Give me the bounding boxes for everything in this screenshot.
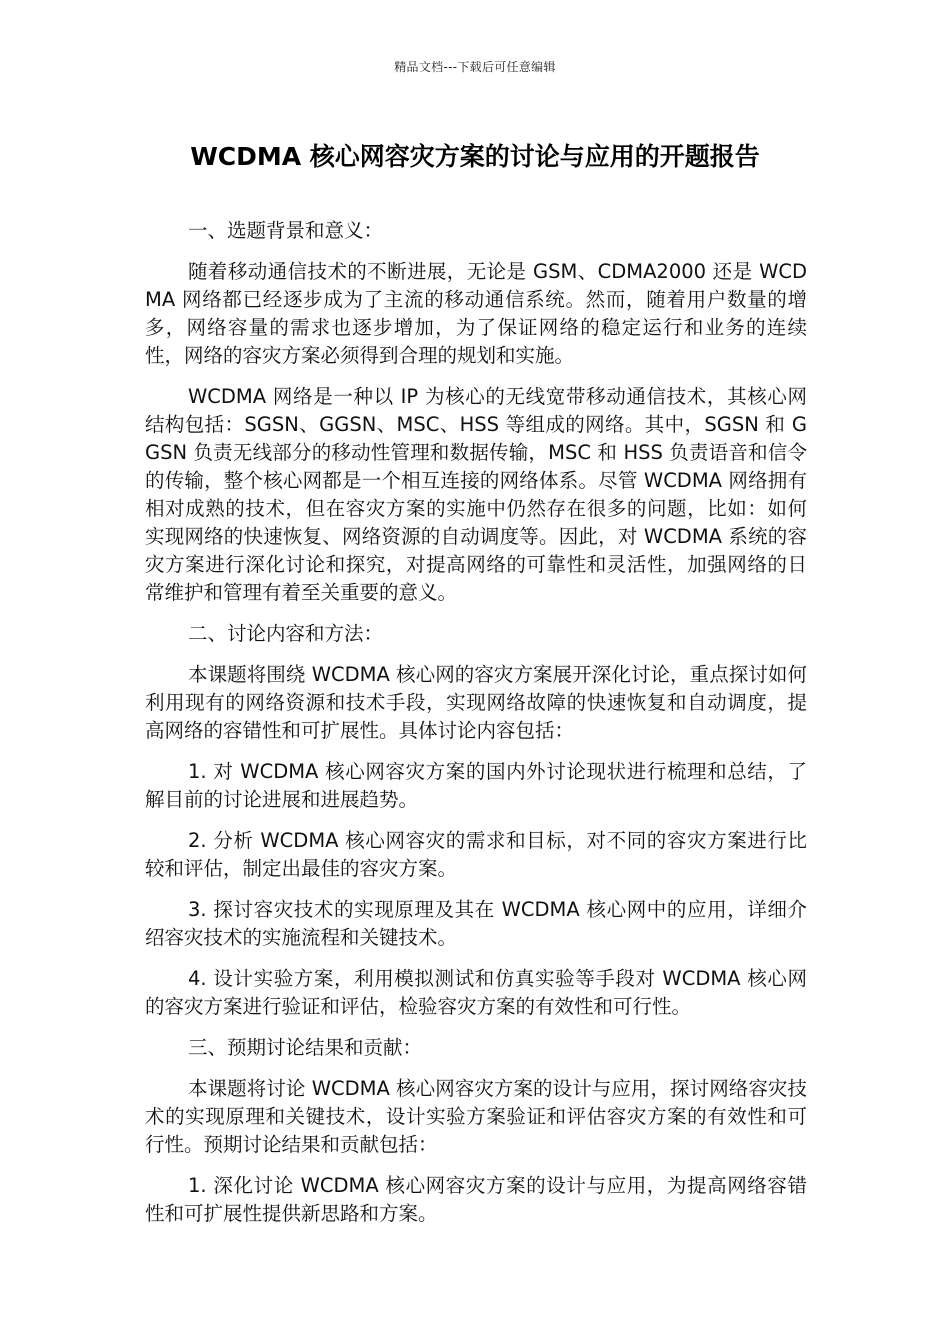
document-body — [145, 217, 807, 1241]
paragraph: 本课题将讨论 WCDMA 核心网容灾方案的设计与应用，探讨网络容灾技术的实现原理和关键技术，设计实验方案验证和评估容灾方案的有效性和可行性。预期讨论结果和贡献包括： — [145, 1077, 807, 1156]
list-item: 1. 对 WCDMA 核心网容灾方案的国内外讨论现状进行梳理和总结，了解目前的讨论进展和进展趋势。 — [145, 760, 807, 811]
paragraph: 随着移动通信技术的不断进展，无论是 GSM、CDMA2000 还是 WCDMA 网络都已经逐步成为了主流的移动通信系统。然而，随着用户数量的增多，网络容量的需求也逐步增加，为了保证网络的稳定运行和业务的连续性，网络的容灾方案必须得到合理的规划和实施。 — [145, 260, 807, 367]
list-item: 1. 深化讨论 WCDMA 核心网容灾方案的设计与应用，为提高网络容错性和可扩展性提供新思路和方案。 — [145, 1174, 807, 1225]
section-heading-content-method: 二、讨论内容和方法： — [188, 622, 384, 645]
paragraph: 本课题将围绕 WCDMA 核心网的容灾方案展开深化讨论，重点探讨如何利用现有的网络资源和技术手段，实现网络故障的快速恢复和自动调度，提高网络的容错性和可扩展性。具体讨论内容包括： — [145, 663, 807, 742]
section-heading-expected-results: 三、预期讨论结果和贡献： — [188, 1036, 423, 1059]
header-note: 精品文档---下载后可任意编辑 — [394, 60, 556, 74]
section-heading-background: 一、选题背景和意义： — [188, 219, 384, 242]
list-item: 4. 设计实验方案，利用模拟测试和仿真实验等手段对 WCDMA 核心网的容灾方案进行验证和评估，检验容灾方案的有效性和可行性。 — [145, 967, 807, 1018]
paragraph: WCDMA 网络是一种以 IP 为核心的无线宽带移动通信技术，其核心网结构包括：SGSN、GGSN、MSC、HSS 等组成的网络。其中，SGSN 和 GGSN 负责无线部分的移动性管理和数据传输，MSC 和 HSS 负责语音和信令的传输，整个核心网都是一个相互连接的网络体系。尽管 WCDMA 网络拥有相对成熟的技术，但在容灾方案的实施中仍然存在很多的问题，比如：如何实现网络的快速恢复、网络资源的自动调度等。因此，对 WCDMA 系统的容灾方案进行深化讨论和探究，对提高网络的可靠性和灵活性，加强网络的日常维护和管理有着至关重要的意义。 — [145, 385, 807, 604]
list-item: 3. 探讨容灾技术的实现原理及其在 WCDMA 核心网中的应用，详细介绍容灾技术的实施流程和关键技术。 — [145, 898, 807, 949]
list-item: 2. 分析 WCDMA 核心网容灾的需求和目标，对不同的容灾方案进行比较和评估，制定出最佳的容灾方案。 — [145, 829, 807, 880]
page-title: WCDMA 核心网容灾方案的讨论与应用的开题报告 — [190, 142, 760, 171]
